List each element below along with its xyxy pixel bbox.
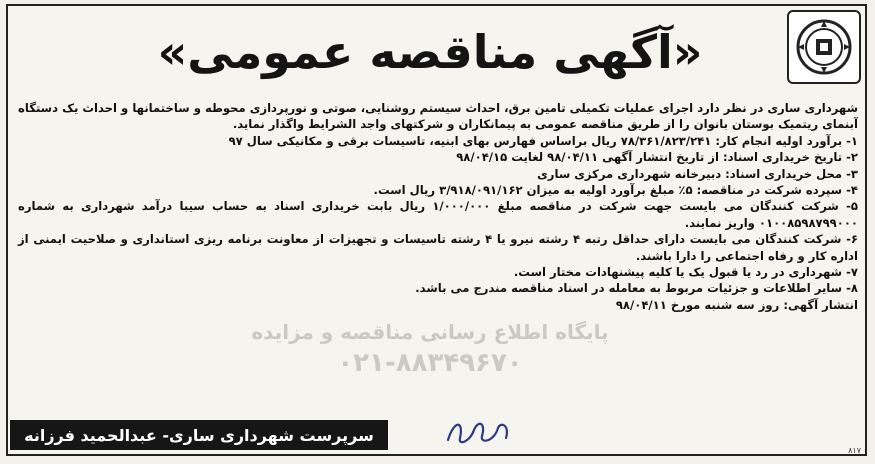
municipality-logo-icon bbox=[787, 10, 861, 84]
notice-item-1: ۱- برآورد اولیه انجام کار: ۷۸/۳۶۱/۸۲۳/۲۴۱ ریال براساس فهارس بهای ابنیه، تاسیسات برقی و مکانیکی سال ۹۷ bbox=[228, 133, 858, 148]
watermark-text: پایگاه اطلاع رسانی مناقصه و مزایده bbox=[251, 320, 609, 344]
notice-code: ۸۱۷ bbox=[848, 446, 861, 455]
notice-item-4: ۴- سپرده شرکت در مناقصه: ۵٪ مبلغ برآورد اولیه به میزان ۳/۹۱۸/۰۹۱/۱۶۲ ریال است. bbox=[373, 183, 858, 198]
notice-item-3: ۳- محل خریداری اسناد: دبیرخانه شهرداری مرکزی ساری bbox=[537, 166, 858, 181]
page-title: «آگهی مناقصه عمومی» bbox=[157, 25, 703, 79]
notice-item-8: ۸- سایر اطلاعات و جزئیات مربوط به معامله در اسناد مناقصه مندرج می باشد. bbox=[415, 281, 858, 296]
notice-body bbox=[18, 100, 858, 313]
signature-bar: سرپرست شهرداری ساری- عبدالحمید فرزانه bbox=[10, 420, 388, 450]
notice-intro: شهرداری ساری در نظر دارد اجرای عملیات تکمیلی تامین برق، احداث سیستم روشنایی، صوتی و نورپردازی محوطه و ساختمانها و احداث یک دستگاه آبنمای ریتمیک بوستان بانوان را از طریق مناقصه عمومی به پیمانکاران و شرکتهای واجد الشرایط واگذار نماید. bbox=[18, 101, 858, 132]
publish-date: انتشار آگهی: روز سه شنبه مورخ ۹۸/۰۴/۱۱ bbox=[615, 297, 858, 312]
handwritten-mark-icon bbox=[440, 412, 530, 452]
notice-item-7: ۷- شهرداری در رد یا قبول یک یا کلیه پیشنهادات مختار است. bbox=[513, 265, 858, 280]
notice-item-6: ۶- شرکت کنندگان می بایست دارای حداقل رتبه ۴ رشته نیرو یا ۴ رشته تاسیسات و تجهیزات از معاونت برنامه ریزی استانداری و صلاحیت ایمنی از اداره کار و رفاه اجتماعی را دارا باشند. bbox=[18, 232, 858, 263]
notice-item-2: ۲- تاریخ خریداری اسناد: از تاریخ انتشار آگهی ۹۸/۰۴/۱۱ لغایت ۹۸/۰۴/۱۵ bbox=[456, 150, 858, 165]
notice-item-5: ۵- شرکت کنندگان می بایست جهت شرکت در مناقصه مبلغ ۱/۰۰۰/۰۰۰ ریال بابت خریداری اسناد به حساب سیبا درآمد شهرداری به شماره ۰۱۰۰۸۵۹۸۷۹۹۰۰۰ واریز نمایند. bbox=[18, 199, 858, 230]
watermark-phone: ۰۲۱-۸۸۳۴۹۶۷۰ bbox=[337, 348, 523, 378]
